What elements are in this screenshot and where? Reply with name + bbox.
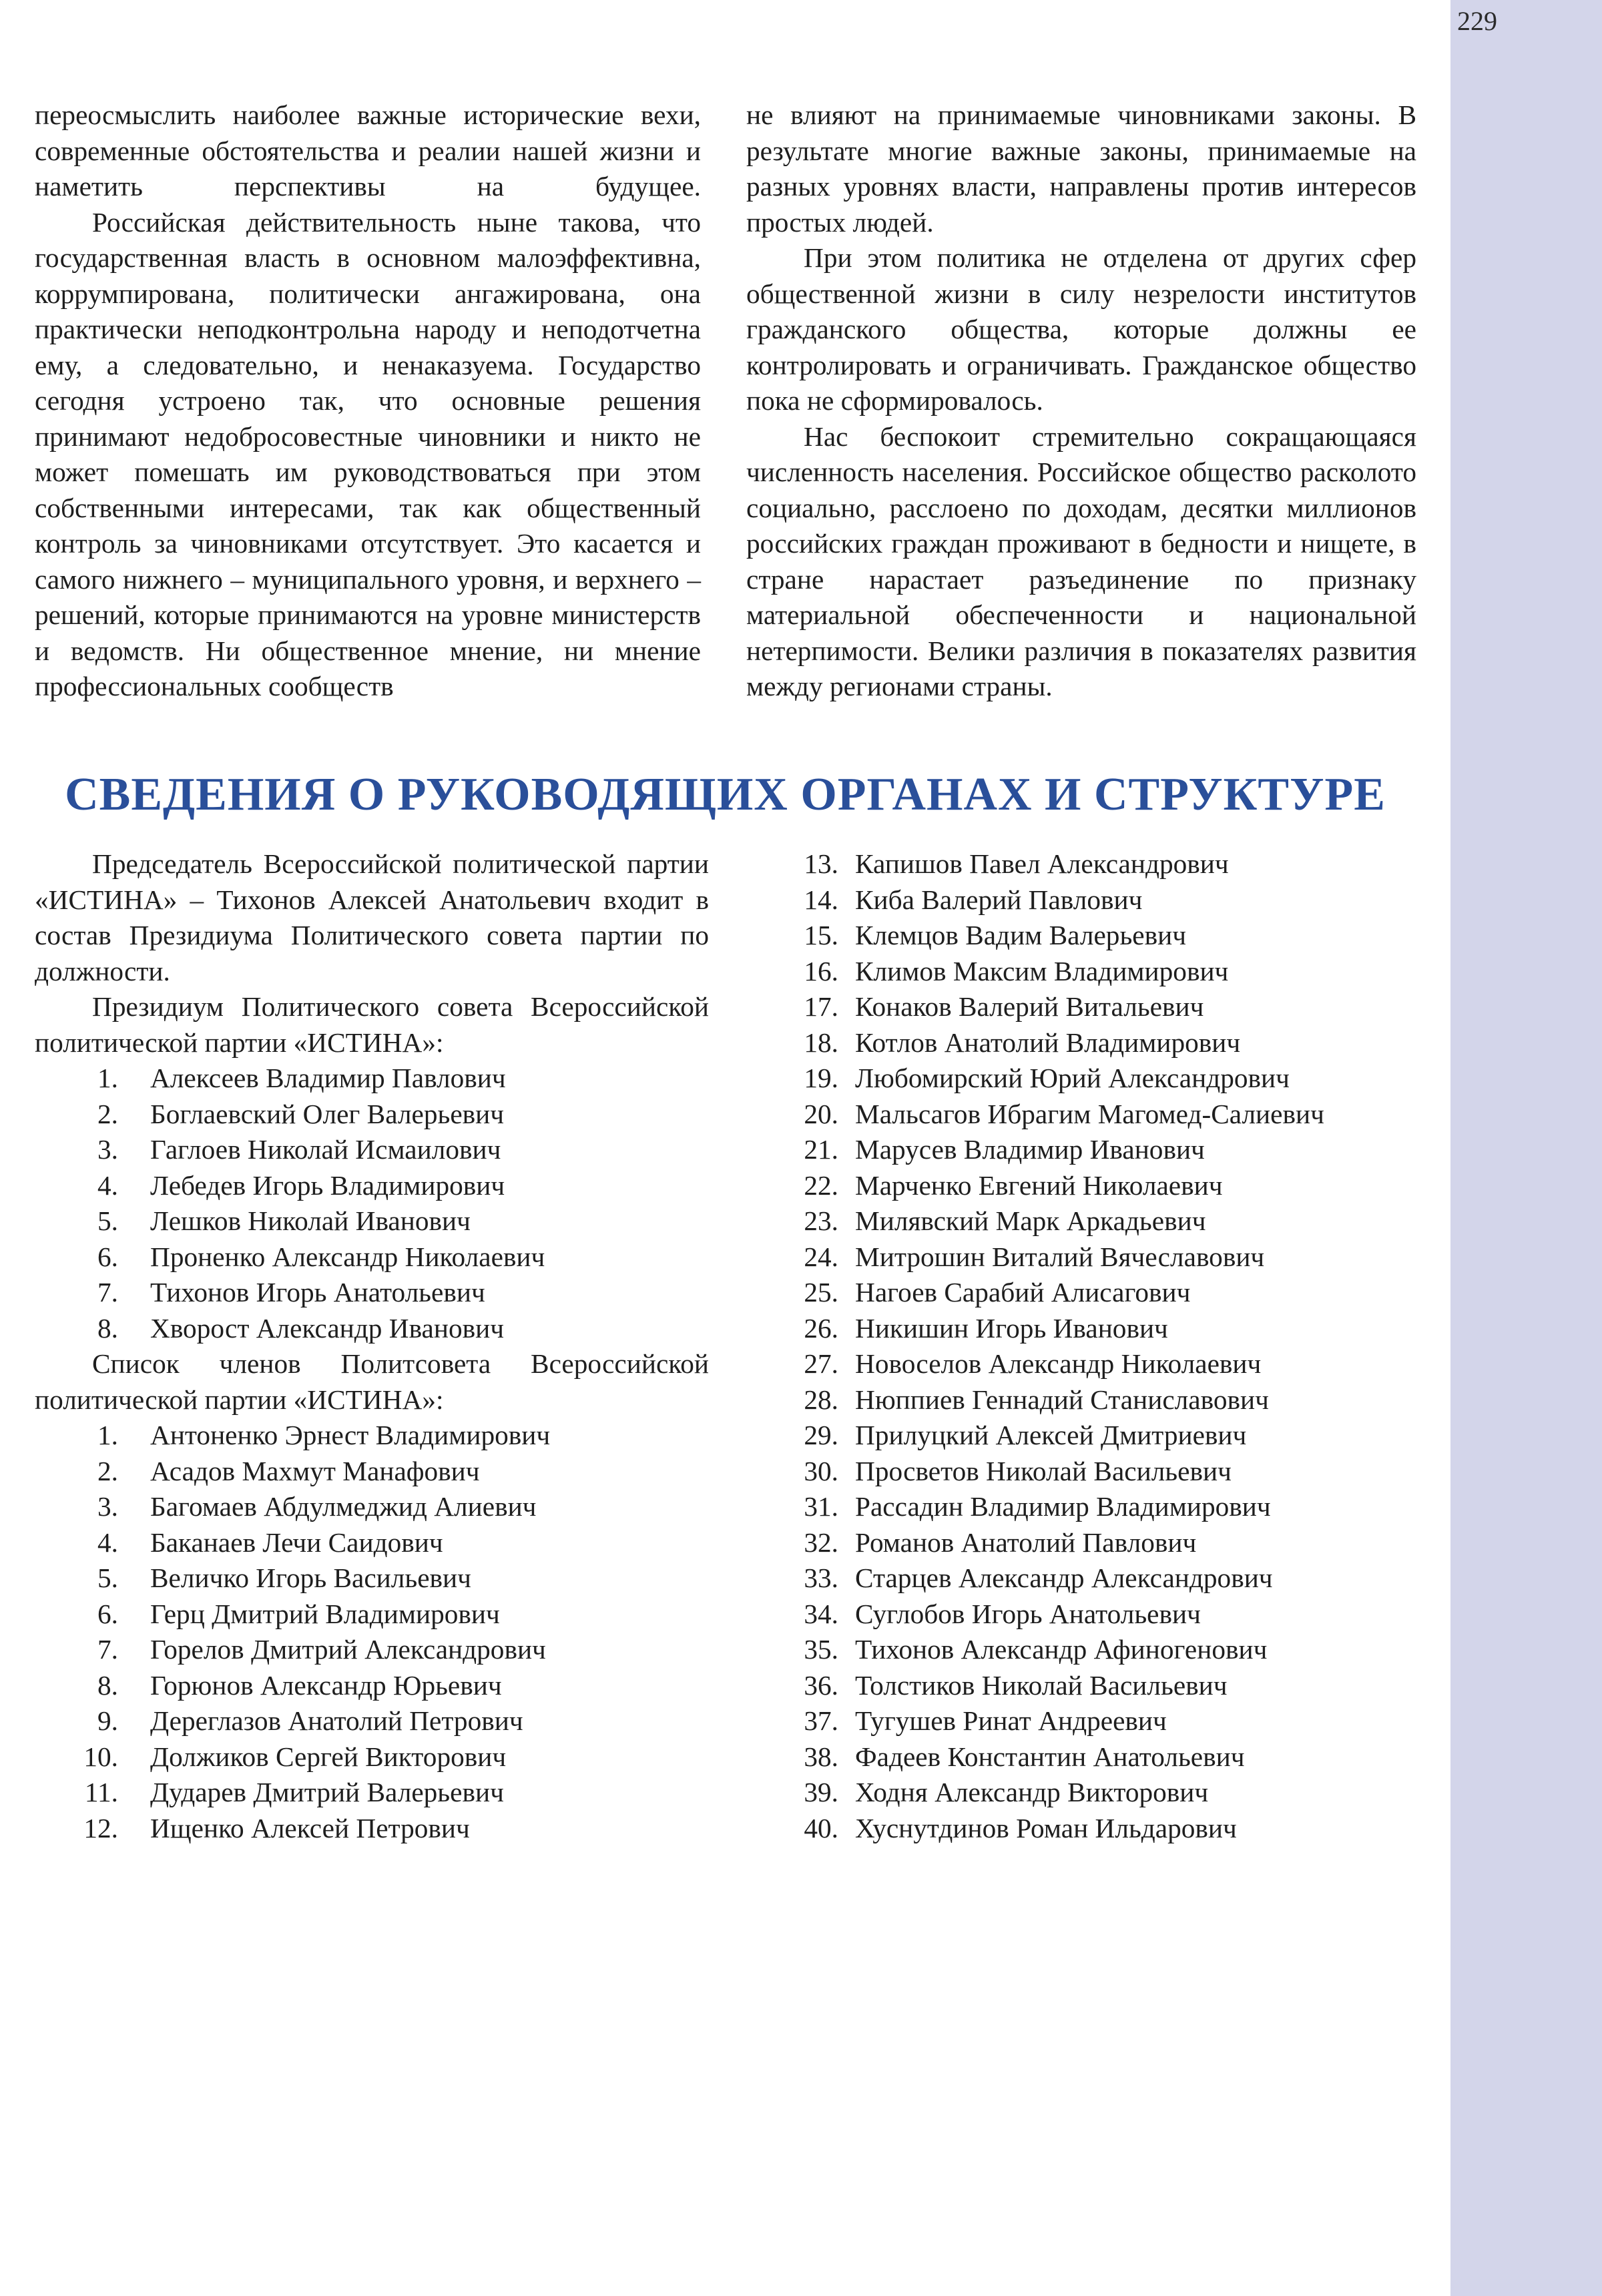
presidium-member [35,1203,709,1239]
list-item-name: Климов Максим Владимирович [855,955,1229,986]
list-item-number: 3. [97,1134,118,1165]
list-item-name: Капишов Павел Александрович [855,848,1229,879]
list-item-number: 6. [97,1598,118,1629]
list-item-number: 23. [804,1205,838,1236]
politsovet-member [794,1346,1455,1382]
list-item-name: Старцев Александр Александрович [855,1562,1273,1593]
list-item-number: 26. [804,1312,838,1344]
list-item-name: Киба Валерий Павлович [855,884,1143,915]
politsovet-member [35,1739,709,1775]
list-item-name: Никишин Игорь Иванович [855,1312,1168,1344]
list-item-name: Суглобов Игорь Анатольевич [855,1598,1201,1629]
list-item-number: 13. [804,848,838,879]
list-item-name: Дударев Дмитрий Валерьевич [150,1777,504,1807]
politsovet-member [794,1811,1455,1847]
politsovet-member [794,1489,1455,1525]
list-item-number: 4. [97,1169,118,1201]
side-margin-strip [1450,0,1602,2296]
list-item-name: Проненко Александр Николаевич [150,1241,545,1272]
list-item-name: Гаглоев Николай Исмаилович [150,1134,501,1165]
presidium-member [35,1097,709,1133]
list-item-name: Милявский Марк Аркадьевич [855,1205,1206,1236]
list-item-name: Должиков Сергей Викторович [150,1741,507,1772]
list-item-number: 7. [97,1634,118,1665]
list-item-number: 30. [804,1455,838,1486]
list-item-name: Герц Дмитрий Владимирович [150,1598,500,1629]
politsovet-member [794,1703,1455,1739]
list-item-number: 40. [804,1812,838,1843]
list-item-number: 5. [97,1562,118,1593]
presidium-member [35,1275,709,1311]
politsovet-member [794,882,1455,918]
chairman-paragraph: Председатель Всероссийской политической партии «ИСТИНА» – Тихонов Алексей Анатольевич входит в состав Президиума Политического совета партии по должности. [35,848,709,986]
structure-right-column [794,846,1455,1846]
politsovet-member [794,954,1455,990]
intro-paragraph: переосмыслить наиболее важные исторические вехи, современные обстоятельства и реалии нашей жизни и наметить перспективы на будущее. [35,99,701,202]
list-item-name: Асадов Махмут Манафович [150,1455,480,1486]
list-item-number: 20. [804,1098,838,1129]
politsovet-list-left [35,1418,709,1846]
politsovet-member [794,1168,1455,1204]
list-item-number: 8. [97,1312,118,1344]
intro-paragraph: При этом политика не отделена от других сфер общественной жизни в силу незрелости институтов гражданского общества, которые должны ее контролировать и ограничивать. Гражданское общество пока не сформировалось. [746,242,1416,416]
list-item-number: 7. [97,1277,118,1308]
list-item-number: 36. [804,1669,838,1701]
list-item-number: 39. [804,1777,838,1807]
list-item-name: Прилуцкий Алексей Дмитриевич [855,1420,1247,1450]
list-item-number: 11. [84,1777,118,1807]
politsovet-member [794,1418,1455,1454]
politsovet-member [794,1454,1455,1490]
list-item-number: 22. [804,1169,838,1201]
list-item-number: 1. [97,1420,118,1450]
list-item-number: 6. [97,1241,118,1272]
list-item-number: 28. [804,1384,838,1415]
list-item-name: Митрошин Виталий Вячеславович [855,1241,1265,1272]
list-item-name: Алексеев Владимир Павлович [150,1063,506,1093]
politsovet-member [794,1311,1455,1347]
politsovet-member [35,1489,709,1525]
list-item-number: 33. [804,1562,838,1593]
politsovet-member [35,1418,709,1454]
list-item-name: Фадеев Константин Анатольевич [855,1741,1245,1772]
intro-right-column [746,97,1416,705]
list-item-name: Боглаевский Олег Валерьевич [150,1098,505,1129]
section-title: СВЕДЕНИЯ О РУКОВОДЯЩИХ ОРГАНАХ И СТРУКТУРЕ [65,769,1386,820]
politsovet-member [35,1668,709,1704]
list-item-number: 21. [804,1134,838,1165]
list-item-name: Горелов Дмитрий Александрович [150,1634,546,1665]
page-number: 229 [1457,6,1497,36]
politsovet-member [794,1775,1455,1811]
list-item-number: 9. [97,1705,118,1736]
politsovet-member [35,1525,709,1561]
list-item-name: Величко Игорь Васильевич [150,1562,471,1593]
list-item-name: Тихонов Александр Афиногенович [855,1634,1268,1665]
politsovet-member [794,1668,1455,1704]
presidium-member [35,1239,709,1275]
list-item-number: 37. [804,1705,838,1736]
list-item-number: 34. [804,1598,838,1629]
politsovet-member [794,1132,1455,1168]
politsovet-member [794,846,1455,882]
list-item-name: Мальсагов Ибрагим Магомед-Салиевич [855,1098,1324,1129]
intro-paragraph: Российская действительность ныне такова, что государственная власть в основном малоэффективна, коррумпирована, политически ангажирована, она практически неподконтрольна народу и неподотчетна ему, а следовательно, и ненаказуема. Государство сегодня устроено так, что основные решения принимают недобросовестные чиновники и никто не может помешать им руководствоваться при этом собственными интересами, так как общественный контроль за чиновниками отсутствует. Это касается и самого нижнего – муниципального уровня, и верхнего – решений, которые принимаются на уровне министерств и ведомств. Ни общественное мнение, ни мнение профессиональных сообществ [35,206,701,701]
list-item-number: 5. [97,1205,118,1236]
list-item-number: 12. [83,1812,118,1843]
list-item-name: Марусев Владимир Иванович [855,1134,1205,1165]
politsovet-member [794,1632,1455,1668]
list-item-number: 10. [83,1741,118,1772]
politsovet-member [35,1632,709,1668]
politsovet-member [794,1739,1455,1775]
intro-paragraph: Нас беспокоит стремительно сокращающаяся численность населения. Российское общество расколото социально, расслоено по доходам, десятки миллионов российских граждан проживают в бедности и нищете, в стране нарастает разъединение по признаку материальной обеспеченности и национальной нетерпимости. Велики различия в показателях развития между регионами страны. [746,420,1416,701]
politsovet-member [794,1525,1455,1561]
list-item-number: 19. [804,1063,838,1093]
politsovet-member [794,1239,1455,1275]
list-item-name: Дереглазов Анатолий Петрович [150,1705,523,1736]
politsovet-member [35,1703,709,1739]
politsovet-member [35,1454,709,1490]
list-item-number: 18. [804,1027,838,1058]
list-item-number: 2. [97,1455,118,1486]
politsovet-member [35,1597,709,1633]
structure-left-column [35,846,709,1846]
presidium-member [35,1311,709,1347]
intro-paragraph: не влияют на принимаемые чиновниками законы. В результате многие важные законы, принимаемые на разных уровнях власти, направлены против интересов простых людей. [746,99,1416,238]
list-item-name: Тихонов Игорь Анатольевич [150,1277,485,1308]
presidium-member [35,1061,709,1097]
politsovet-list-right [794,846,1455,1846]
list-item-name: Нюппиев Геннадий Станиславович [855,1384,1269,1415]
list-item-name: Горюнов Александр Юрьевич [150,1669,502,1701]
list-item-number: 31. [804,1491,838,1522]
list-item-number: 24. [804,1241,838,1272]
politsovet-member [35,1775,709,1811]
list-item-number: 2. [97,1098,118,1129]
list-item-number: 32. [804,1526,838,1558]
politsovet-member [794,1382,1455,1418]
list-item-name: Любомирский Юрий Александрович [855,1063,1290,1093]
list-item-name: Тугушев Ринат Андреевич [855,1705,1167,1736]
politsovet-member [794,918,1455,954]
list-item-number: 17. [804,991,838,1022]
presidium-member [35,1132,709,1168]
politsovet-member [794,1061,1455,1097]
presidium-heading: Президиум Политического совета Всероссийской политической партии «ИСТИНА»: [35,991,709,1058]
list-item-name: Ищенко Алексей Петрович [150,1812,470,1843]
list-item-number: 15. [804,920,838,950]
list-item-name: Новоселов Александр Николаевич [855,1348,1262,1379]
politsovet-member [794,1560,1455,1597]
list-item-name: Клемцов Вадим Валерьевич [855,920,1186,950]
list-item-number: 27. [804,1348,838,1379]
list-item-name: Лешков Николай Иванович [150,1205,471,1236]
politsovet-member [35,1560,709,1597]
list-item-name: Антоненко Эрнест Владимирович [150,1420,551,1450]
list-item-name: Хворост Александр Иванович [150,1312,504,1344]
list-item-number: 3. [97,1491,118,1522]
politsovet-member [794,1097,1455,1133]
list-item-number: 38. [804,1741,838,1772]
list-item-name: Нагоев Сарабий Алисагович [855,1277,1191,1308]
politsovet-heading: Список членов Политсовета Всероссийской политической партии «ИСТИНА»: [35,1348,709,1415]
politsovet-member [794,989,1455,1025]
list-item-name: Романов Анатолий Павлович [855,1526,1197,1558]
politsovet-member [794,1597,1455,1633]
list-item-number: 25. [804,1277,838,1308]
politsovet-member [794,1025,1455,1061]
list-item-name: Котлов Анатолий Владимирович [855,1027,1241,1058]
list-item-name: Лебедев Игорь Владимирович [150,1169,505,1201]
politsovet-member [35,1811,709,1847]
list-item-number: 14. [804,884,838,915]
intro-left-column [35,97,701,705]
list-item-name: Баканаев Лечи Саидович [150,1526,443,1558]
list-item-number: 1. [97,1063,118,1093]
politsovet-member [794,1275,1455,1311]
list-item-name: Рассадин Владимир Владимирович [855,1491,1271,1522]
presidium-list [35,1061,709,1346]
list-item-name: Багомаев Абдулмеджид Алиевич [150,1491,537,1522]
list-item-name: Конаков Валерий Витальевич [855,991,1204,1022]
list-item-name: Хуснутдинов Роман Ильдарович [855,1812,1237,1843]
politsovet-member [794,1203,1455,1239]
list-item-number: 16. [804,955,838,986]
list-item-number: 8. [97,1669,118,1701]
presidium-member [35,1168,709,1204]
list-item-number: 4. [97,1526,118,1558]
list-item-number: 29. [804,1420,838,1450]
list-item-name: Марченко Евгений Николаевич [855,1169,1223,1201]
list-item-name: Ходня Александр Викторович [855,1777,1209,1807]
list-item-name: Просветов Николай Васильевич [855,1455,1232,1486]
list-item-name: Толстиков Николай Васильевич [855,1669,1228,1701]
list-item-number: 35. [804,1634,838,1665]
